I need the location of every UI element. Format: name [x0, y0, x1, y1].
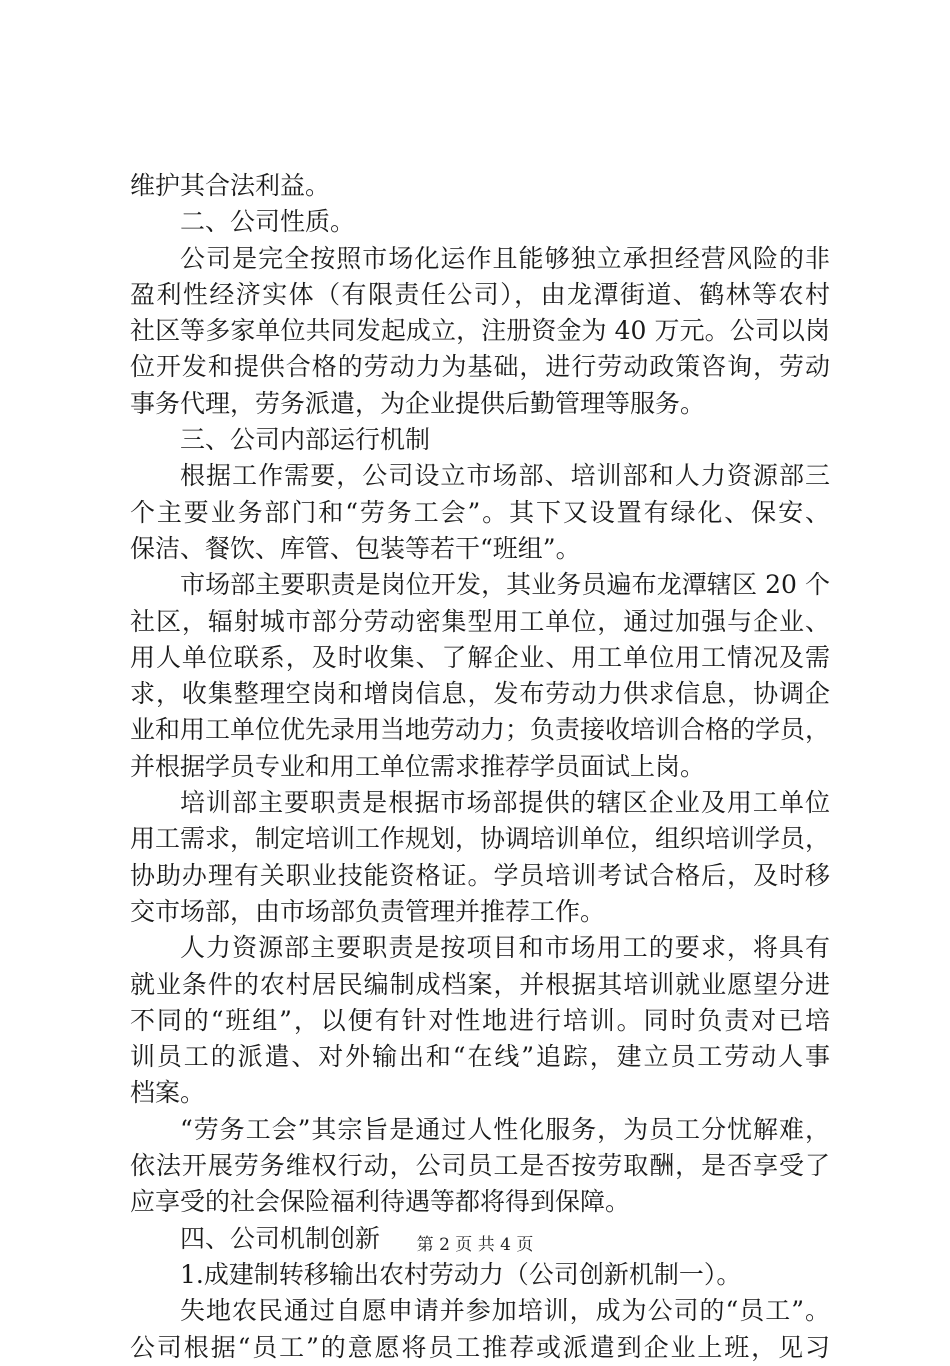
paragraph-line: 市场部主要职责是岗位开发，其业务员遍布龙潭辖区 20 个 [180, 570, 830, 600]
section-heading: 二、公司性质。 [180, 207, 356, 237]
paragraph-line: 事务代理，劳务派遣，为企业提供后勤管理等服务。 [130, 388, 706, 418]
paragraph-line: 培训部主要职责是根据市场部提供的辖区企业及用工单位 [180, 788, 830, 818]
paragraph-line: 个主要业务部门和“劳务工会”。其下又设置有绿化、保安、 [130, 497, 830, 527]
paragraph-line: 用人单位联系，及时收集、了解企业、用工单位用工情况及需 [130, 642, 830, 672]
page-number-label: 第 2 页 共 4 页 [416, 1235, 534, 1255]
paragraph-line: 位开发和提供合格的劳动力为基础，进行劳动政策咨询，劳动 [130, 352, 830, 382]
section-heading: 三、公司内部运行机制 [180, 425, 431, 455]
paragraph-line: 业和用工单位优先录用当地劳动力；负责接收培训合格的学员， [130, 715, 830, 745]
paragraph-line: 依法开展劳务维权行动，公司员工是否按劳取酬，是否享受了 [130, 1151, 830, 1181]
paragraph-line: “劳务工会”其宗旨是通过人性化服务，为员工分忧解难， [180, 1114, 830, 1144]
paragraph-line: 保洁、餐饮、库管、包装等若干“班组”。 [130, 533, 581, 563]
paragraph-line: 公司根据“员工”的意愿将员工推荐或派遣到企业上班，见习 [130, 1332, 830, 1362]
paragraph-line: 维护其合法利益。 [130, 171, 331, 200]
paragraph-line: 训员工的派遣、对外输出和“在线”追踪，建立员工劳动人事 [130, 1042, 830, 1072]
page-footer [0, 1230, 950, 1255]
paragraph-line: 盈利性经济实体（有限责任公司），由龙潭街道、鹤林等农村 [130, 279, 830, 309]
paragraph-line: 人力资源部主要职责是按项目和市场用工的要求，将具有 [180, 933, 830, 963]
paragraph-line: 用工需求，制定培训工作规划，协调培训单位，组织培训学员， [130, 824, 830, 854]
paragraph-line: 失地农民通过自愿申请并参加培训，成为公司的“员工”。 [180, 1296, 830, 1326]
paragraph-line: 协助办理有关职业技能资格证。学员培训考试合格后，及时移 [130, 860, 830, 890]
paragraph-line: 求，收集整理空岗和增岗信息，发布劳动力供求信息，协调企 [130, 679, 830, 709]
paragraph-line: 社区等多家单位共同发起成立，注册资金为 40 万元。公司以岗 [130, 316, 830, 346]
paragraph-line: 1.成建制转移输出农村劳动力（公司创新机制一）。 [180, 1259, 742, 1289]
paragraph-line: 社区，辐射城市部分劳动密集型用工单位，通过加强与企业、 [130, 606, 830, 636]
paragraph-line: 档案。 [130, 1078, 206, 1108]
paragraph-line: 就业条件的农村居民编制成档案，并根据其培训就业愿望分进 [130, 969, 830, 999]
section-heading: 四、公司机制创新 [180, 1223, 381, 1253]
paragraph-line: 公司是完全按照市场化运作且能够独立承担经营风险的非 [180, 243, 830, 273]
document-body [130, 168, 830, 1366]
paragraph-line: 应享受的社会保险福利待遇等都将得到保障。 [130, 1187, 631, 1217]
paragraph-line: 不同的“班组”，以便有针对性地进行培训。同时负责对已培 [130, 1005, 830, 1035]
paragraph-line: 交市场部，由市场部负责管理并推荐工作。 [130, 896, 606, 926]
paragraph-line: 根据工作需要，公司设立市场部、培训部和人力资源部三 [180, 461, 830, 491]
paragraph-line: 并根据学员专业和用工单位需求推荐学员面试上岗。 [130, 751, 706, 781]
